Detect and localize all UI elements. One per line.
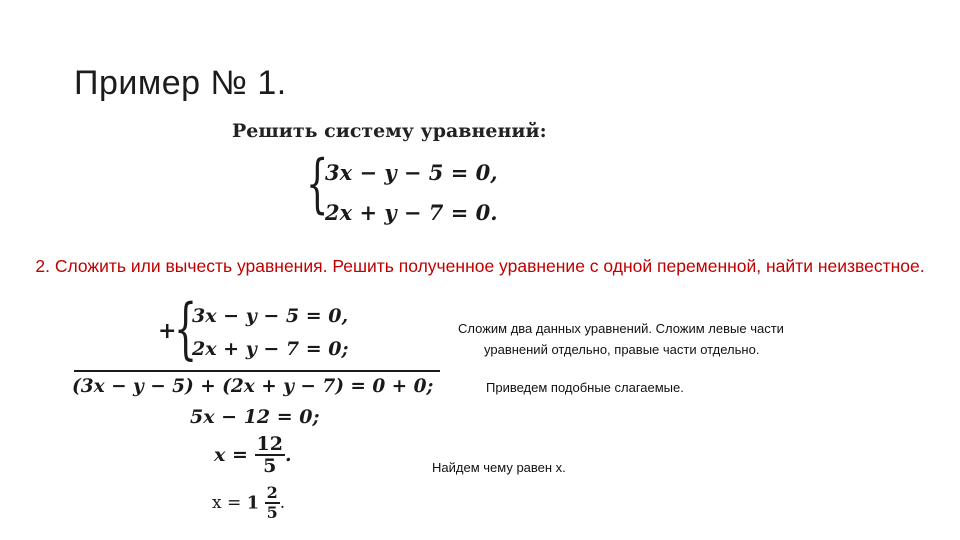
x-mixed-prefix: x = bbox=[212, 493, 242, 513]
system-brace: { bbox=[306, 147, 329, 221]
x-fraction-prefix: x = bbox=[214, 444, 248, 466]
step-heading: 2. Сложить или вычесть уравнения. Решить полученное уравнение с одной переменной, найти неизвестное. bbox=[35, 256, 925, 276]
note-find-x: Найдем чему равен х. bbox=[432, 460, 566, 475]
x-fraction-denominator: 5 bbox=[263, 455, 277, 477]
x-mixed-fraction bbox=[265, 484, 280, 522]
simplified-equation: 5x − 12 = 0; bbox=[190, 406, 320, 428]
x-fraction-result bbox=[214, 434, 292, 476]
x-fraction-suffix: . bbox=[284, 444, 292, 466]
x-mixed-suffix: . bbox=[279, 493, 286, 513]
x-mixed-result bbox=[212, 484, 285, 522]
task-heading: Решить систему уравнений: bbox=[232, 120, 547, 142]
x-mixed-whole: 1 bbox=[246, 492, 260, 514]
sum-underline bbox=[74, 370, 440, 372]
note-add-equations bbox=[458, 318, 858, 360]
x-mixed-numerator: 2 bbox=[266, 483, 278, 502]
note-combine-like-terms: Приведем подобные слагаемые. bbox=[486, 380, 684, 395]
solution-equation-2: 2x + y − 7 = 0; bbox=[192, 338, 349, 360]
x-fraction bbox=[255, 434, 285, 476]
note-add-equations-line2: уравнений отдельно, правые части отдельно. bbox=[484, 342, 760, 357]
x-mixed-denominator: 5 bbox=[266, 503, 278, 522]
system-equation-2: 2x + y − 7 = 0. bbox=[325, 200, 498, 225]
plus-sign: + bbox=[158, 318, 177, 344]
system-equation-1: 3x − y − 5 = 0, bbox=[325, 160, 498, 185]
x-fraction-numerator: 12 bbox=[256, 433, 283, 455]
slide-title: Пример № 1. bbox=[74, 64, 287, 102]
solution-brace: { bbox=[174, 290, 198, 367]
sum-equation: (3x − y − 5) + (2x + y − 7) = 0 + 0; bbox=[72, 376, 434, 397]
note-add-equations-line1: Сложим два данных уравнений. Сложим левые части bbox=[458, 321, 784, 336]
solution-equation-1: 3x − y − 5 = 0, bbox=[192, 305, 349, 327]
